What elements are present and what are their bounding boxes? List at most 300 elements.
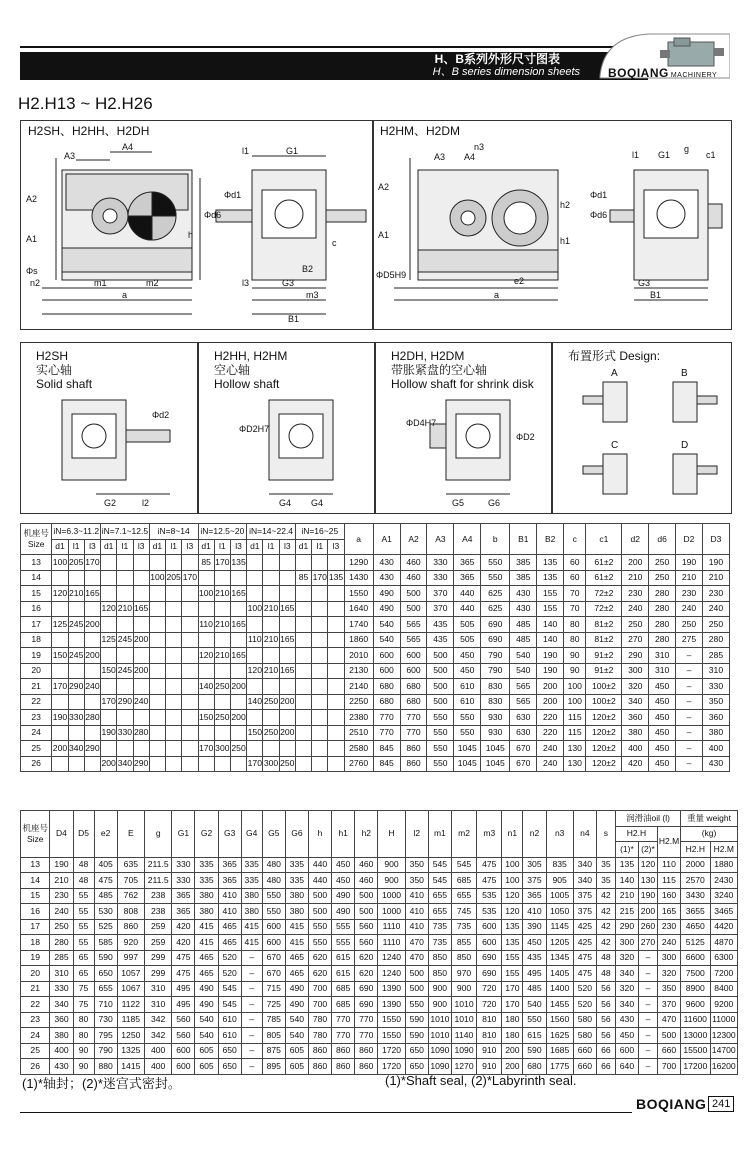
table-row (21, 741, 730, 757)
table-cell: 330 (172, 873, 195, 889)
table-cell: – (639, 1043, 658, 1059)
table-cell: 545 (428, 857, 451, 873)
table1-sub-5-1: l1 (312, 539, 328, 555)
table-cell (312, 555, 328, 571)
table-cell (52, 601, 68, 617)
table-cell: 42 (596, 888, 615, 904)
table-cell (328, 632, 344, 648)
table-cell: 400 (145, 1043, 172, 1059)
table-cell (295, 679, 311, 695)
table-cell: 655 (451, 888, 476, 904)
table-cell: 860 (400, 741, 427, 757)
table-cell: 165 (279, 663, 295, 679)
table-cell: 7200 (710, 966, 738, 982)
table-cell (52, 632, 68, 648)
table-row (21, 904, 738, 920)
panel-label-h2hm-h2dm: H2HM、H2DM (380, 124, 461, 138)
table1-col-B1: B1 (510, 524, 537, 555)
table-cell: 690 (355, 997, 378, 1013)
table-cell: 1390 (378, 981, 405, 997)
dim-m2: m2 (146, 278, 159, 288)
table-cell: 200 (101, 756, 117, 772)
table-cell: 180 (502, 1012, 523, 1028)
table-cell: 200 (230, 710, 246, 726)
table-cell (279, 679, 295, 695)
table-cell: 245 (68, 648, 84, 664)
table-cell (52, 756, 68, 772)
table-cell (312, 679, 328, 695)
table-cell: 930 (481, 710, 510, 726)
dim-a-hm: a (494, 290, 500, 300)
table-cell: 211.5 (145, 873, 172, 889)
table2-col-D5: D5 (73, 811, 94, 858)
table2-col-G6: G6 (285, 811, 308, 858)
table-cell: 55 (73, 919, 94, 935)
table-cell: – (676, 725, 703, 741)
table-cell (101, 555, 117, 571)
table-cell: 900 (428, 997, 451, 1013)
table-cell: 210 (615, 888, 638, 904)
table-cell (166, 617, 182, 633)
table-cell: 340 (573, 873, 596, 889)
table-cell: 6300 (710, 950, 738, 966)
table-cell: 805 (262, 1028, 285, 1044)
table-cell (263, 679, 279, 695)
drawing-shrink-disk (376, 392, 549, 510)
table-cell: 600 (477, 935, 502, 951)
table-cell: 540 (373, 632, 400, 648)
table-cell: 350 (657, 981, 680, 997)
table-cell: 470 (657, 1012, 680, 1028)
dim-l2: l2 (142, 498, 150, 508)
table-cell: – (676, 663, 703, 679)
table-cell: 245 (117, 632, 133, 648)
table-cell: 13000 (681, 1028, 710, 1044)
table-cell: 680 (373, 679, 400, 695)
footer-brand: BOQIANG (636, 1096, 707, 1112)
table-cell: 600 (262, 935, 285, 951)
table-cell: 210 (263, 601, 279, 617)
table-cell: 730 (94, 1012, 117, 1028)
table2-col-g: g (145, 811, 172, 858)
table-cell (182, 586, 198, 602)
table-cell (133, 679, 149, 695)
table-cell: 465 (218, 935, 241, 951)
table-cell (279, 617, 295, 633)
table-cell: 435 (523, 950, 546, 966)
table-cell: 310 (50, 966, 73, 982)
table-cell: 615 (523, 1028, 546, 1044)
table-cell: 380 (285, 888, 308, 904)
table-cell: 540 (523, 997, 546, 1013)
table-cell: 605 (285, 1043, 308, 1059)
table-cell: 1270 (451, 1059, 476, 1075)
table-cell (295, 741, 311, 757)
table1-col-c1: c1 (586, 524, 622, 555)
table-cell: 550 (481, 555, 510, 571)
table-cell (214, 725, 230, 741)
dim-d1: Φd1 (224, 190, 242, 200)
table-cell: 785 (262, 1012, 285, 1028)
table-cell: 560 (355, 919, 378, 935)
table-cell: 780 (308, 1028, 331, 1044)
table-cell: 480 (262, 873, 285, 889)
table-cell (312, 663, 328, 679)
table-cell: 240 (50, 904, 73, 920)
table-cell: 80 (564, 632, 586, 648)
table-cell: 135 (502, 935, 523, 951)
table-cell: 850 (428, 950, 451, 966)
table-cell: 299 (145, 950, 172, 966)
table-cell (295, 694, 311, 710)
table-cell: 190 (52, 710, 68, 726)
dim-n3: n3 (474, 142, 485, 152)
table-cell: 285 (50, 950, 73, 966)
table-cell: 190 (676, 555, 703, 571)
dim-G4: G4 (279, 498, 292, 508)
table1-col-a: a (344, 524, 373, 555)
table-cell: 280 (649, 632, 676, 648)
table-cell: 42 (596, 935, 615, 951)
table-row (21, 725, 730, 741)
table2-col-H: H (378, 811, 405, 858)
table-cell: 90 (564, 663, 586, 679)
table2-oil-header: 润滑油oil (l) (615, 811, 680, 827)
table-cell: 910 (477, 1059, 502, 1075)
table-cell (166, 741, 182, 757)
table-cell: 405 (94, 857, 117, 873)
table-cell: 650 (218, 1043, 241, 1059)
table-cell: 1625 (546, 1028, 573, 1044)
table-cell: 20 (21, 663, 52, 679)
drawing-h2sh-front (22, 138, 202, 326)
table-cell: – (639, 950, 658, 966)
table-cell (328, 555, 344, 571)
table2-col-n4: n4 (573, 811, 596, 858)
table-cell: 170 (247, 756, 263, 772)
table-cell: 810 (477, 1012, 502, 1028)
table-cell: 970 (451, 966, 476, 982)
table-cell: 335 (195, 857, 218, 873)
table-cell (117, 679, 133, 695)
table-row (21, 888, 738, 904)
table-cell: 440 (308, 873, 331, 889)
table-cell (230, 601, 246, 617)
dim-h1: h1 (560, 236, 571, 246)
table-cell: 1325 (117, 1043, 144, 1059)
table-cell: – (676, 648, 703, 664)
table-cell: 3240 (710, 888, 738, 904)
table-cell: 335 (285, 857, 308, 873)
shrink-cn: 带胀紧盘的空心轴 (391, 363, 488, 377)
table-cell: 90 (564, 648, 586, 664)
table2-header-row-1 (21, 811, 738, 827)
table-cell (295, 710, 311, 726)
design-D: D (681, 440, 689, 451)
table-cell: 240 (84, 679, 100, 695)
table-cell: 540 (510, 663, 537, 679)
table-cell (166, 694, 182, 710)
dim-c: c (332, 238, 337, 248)
table-cell: 210 (214, 648, 230, 664)
table-cell: 745 (451, 904, 476, 920)
dim-g: g (684, 144, 690, 154)
table-cell: 430 (373, 570, 400, 586)
table-cell (182, 679, 198, 695)
table-cell: 1010 (428, 1012, 451, 1028)
table-cell: 635 (117, 857, 144, 873)
table-cell: 795 (94, 1028, 117, 1044)
table-cell (295, 663, 311, 679)
table-cell: 250 (214, 710, 230, 726)
table-cell: 340 (622, 694, 649, 710)
table-cell: 140 (537, 632, 564, 648)
table-cell: 490 (195, 981, 218, 997)
table-cell: 450 (649, 725, 676, 741)
table-cell: 120 (198, 648, 214, 664)
table-cell: 250 (702, 617, 729, 633)
table-cell: 520 (218, 950, 241, 966)
table-cell: – (676, 710, 703, 726)
header-title: H、B系列外形尺寸图表 (434, 52, 560, 66)
table-cell: 1090 (428, 1059, 451, 1075)
table-row (21, 586, 730, 602)
table-cell: 155 (502, 950, 523, 966)
table-cell (295, 617, 311, 633)
table1-sub-5-0: d1 (295, 539, 311, 555)
table-cell (166, 710, 182, 726)
table-cell: 280 (649, 601, 676, 617)
table-cell: 120 (502, 904, 523, 920)
table-cell: 1005 (546, 888, 573, 904)
table-cell (166, 632, 182, 648)
table-cell: 410 (218, 888, 241, 904)
table-cell: 450 (649, 741, 676, 757)
table-cell: 390 (523, 919, 546, 935)
table-cell: 245 (68, 617, 84, 633)
table-cell: 830 (481, 694, 510, 710)
table-cell: 900 (451, 981, 476, 997)
table-cell: 310 (145, 981, 172, 997)
table-cell (149, 725, 165, 741)
table-cell: 545 (451, 857, 476, 873)
table-cell: 1455 (546, 997, 573, 1013)
table-cell (295, 756, 311, 772)
table-cell: 2430 (710, 873, 738, 889)
table-cell: 495 (523, 966, 546, 982)
table-cell: 165 (84, 586, 100, 602)
table-cell: 320 (615, 950, 638, 966)
table-cell: 790 (481, 663, 510, 679)
table-cell: 585 (94, 935, 117, 951)
table-cell: – (241, 1059, 262, 1075)
table-cell: 342 (145, 1028, 172, 1044)
design-label: 布置形式 Design: (568, 349, 661, 363)
table-cell (295, 601, 311, 617)
table-cell (52, 694, 68, 710)
table-cell: 2760 (344, 756, 373, 772)
table-row (21, 679, 730, 695)
table-cell: 21 (21, 981, 50, 997)
table-cell: 13 (21, 857, 50, 873)
table-cell (312, 710, 328, 726)
table-cell (247, 586, 263, 602)
table-cell: 770 (400, 725, 427, 741)
panel-label-h2sh-h2hh-h2dh: H2SH、H2HH、H2DH (28, 124, 150, 138)
table-cell: 770 (355, 1012, 378, 1028)
table-cell: 535 (477, 888, 502, 904)
table-cell: 430 (615, 1012, 638, 1028)
table-cell: 365 (172, 904, 195, 920)
table-cell: 1550 (378, 1028, 405, 1044)
table-cell (149, 741, 165, 757)
table-cell: 24 (21, 725, 52, 741)
solid-title: H2SH (36, 349, 69, 363)
table-cell: 3655 (681, 904, 710, 920)
table-cell: 625 (481, 601, 510, 617)
table-cell: 465 (195, 950, 218, 966)
table-cell: 240 (537, 741, 564, 757)
dim-D2H7: ΦD2H7 (239, 424, 270, 434)
table-cell (263, 570, 279, 586)
table-cell: 335 (195, 873, 218, 889)
table-cell (166, 555, 182, 571)
table-cell: 605 (195, 1059, 218, 1075)
table-cell: 250 (622, 617, 649, 633)
hollow-cn: 空心轴 (214, 363, 251, 377)
table-cell: 66 (596, 1059, 615, 1075)
table-cell: 1185 (117, 1012, 144, 1028)
table-cell: 770 (332, 1012, 355, 1028)
table-cell: 2580 (344, 741, 373, 757)
table-cell: 495 (172, 997, 195, 1013)
table-cell: 610 (454, 679, 481, 695)
table-cell: 200 (279, 725, 295, 741)
table-cell: 550 (308, 935, 331, 951)
table-cell: 620 (308, 950, 331, 966)
table-cell (328, 756, 344, 772)
table-cell (149, 632, 165, 648)
table-cell: 2000 (681, 857, 710, 873)
table-cell: 4650 (681, 919, 710, 935)
table-cell (52, 570, 68, 586)
table-cell: 340 (68, 741, 84, 757)
table-cell: 310 (702, 663, 729, 679)
solid-cn: 实心轴 (36, 363, 73, 377)
table-cell: 270 (639, 935, 658, 951)
table-cell: 205 (166, 570, 182, 586)
table-cell (312, 601, 328, 617)
table-cell: 365 (218, 857, 241, 873)
table-cell: 55 (73, 888, 94, 904)
table-cell: 705 (117, 873, 144, 889)
dim-G6: G6 (488, 498, 501, 508)
table-cell: 210 (117, 601, 133, 617)
dim-G2: G2 (104, 498, 117, 508)
table-cell: 1550 (344, 586, 373, 602)
table-cell: 375 (573, 904, 596, 920)
table-cell: 415 (241, 919, 262, 935)
table-cell: 380 (622, 725, 649, 741)
table-cell: 770 (355, 1028, 378, 1044)
table-cell: 520 (218, 966, 241, 982)
table-cell: 100±2 (586, 694, 622, 710)
table-cell: 490 (195, 997, 218, 1013)
table-cell: 560 (172, 1012, 195, 1028)
table-row (21, 1028, 738, 1044)
table-cell (166, 679, 182, 695)
table-cell (279, 555, 295, 571)
table-cell: 1122 (117, 997, 144, 1013)
table-cell (84, 632, 100, 648)
table-cell (263, 710, 279, 726)
table-cell: 360 (50, 1012, 73, 1028)
table-cell (133, 555, 149, 571)
table-cell: 895 (262, 1059, 285, 1075)
table-cell: – (241, 950, 262, 966)
table-cell (312, 741, 328, 757)
table-cell (182, 555, 198, 571)
table-cell: – (639, 981, 658, 997)
table-cell: 3465 (710, 904, 738, 920)
table-cell: 18 (21, 632, 52, 648)
dim-l1: l1 (242, 146, 250, 156)
table-cell: 690 (355, 981, 378, 997)
table-cell: 630 (510, 710, 537, 726)
table-cell: 600 (172, 1043, 195, 1059)
table-cell: 140 (615, 873, 638, 889)
dim-G5: G5 (452, 498, 465, 508)
table-cell: 100 (52, 555, 68, 571)
table-cell: 475 (477, 873, 502, 889)
table-cell: 290 (133, 756, 149, 772)
table-cell: 60 (564, 555, 586, 571)
table1-ratio-3: iN=12.5~20 (198, 524, 247, 540)
table-cell (247, 555, 263, 571)
table-cell: 550 (427, 725, 454, 741)
table-cell: 710 (94, 997, 117, 1013)
table-cell: 670 (262, 966, 285, 982)
table-cell: 380 (195, 888, 218, 904)
table-cell: 860 (332, 1059, 355, 1075)
table-cell: 56 (596, 997, 615, 1013)
table-cell: 140 (198, 679, 214, 695)
table-cell: 565 (400, 617, 427, 633)
table2-col-h2: h2 (355, 811, 378, 858)
table-cell: 280 (50, 935, 73, 951)
table-cell: 910 (477, 1043, 502, 1059)
table-cell: 540 (195, 1012, 218, 1028)
table-cell: 135 (230, 555, 246, 571)
table-cell: 565 (400, 632, 427, 648)
table-cell: 450 (615, 1028, 638, 1044)
table1-sub-2-2: l3 (182, 539, 198, 555)
table-cell (312, 694, 328, 710)
table-cell: 100 (247, 601, 263, 617)
table2-col-m1: m1 (428, 811, 451, 858)
table-cell: 1405 (546, 966, 573, 982)
table-cell: 1400 (546, 981, 573, 997)
table-cell: 860 (400, 756, 427, 772)
table-cell (101, 741, 117, 757)
table-cell (279, 570, 295, 586)
table-cell (328, 741, 344, 757)
table-cell: 350 (405, 873, 428, 889)
table-cell: 250 (230, 741, 246, 757)
table-cell: 190 (537, 648, 564, 664)
table2-col-l2: l2 (405, 811, 428, 858)
table-cell: 475 (573, 966, 596, 982)
